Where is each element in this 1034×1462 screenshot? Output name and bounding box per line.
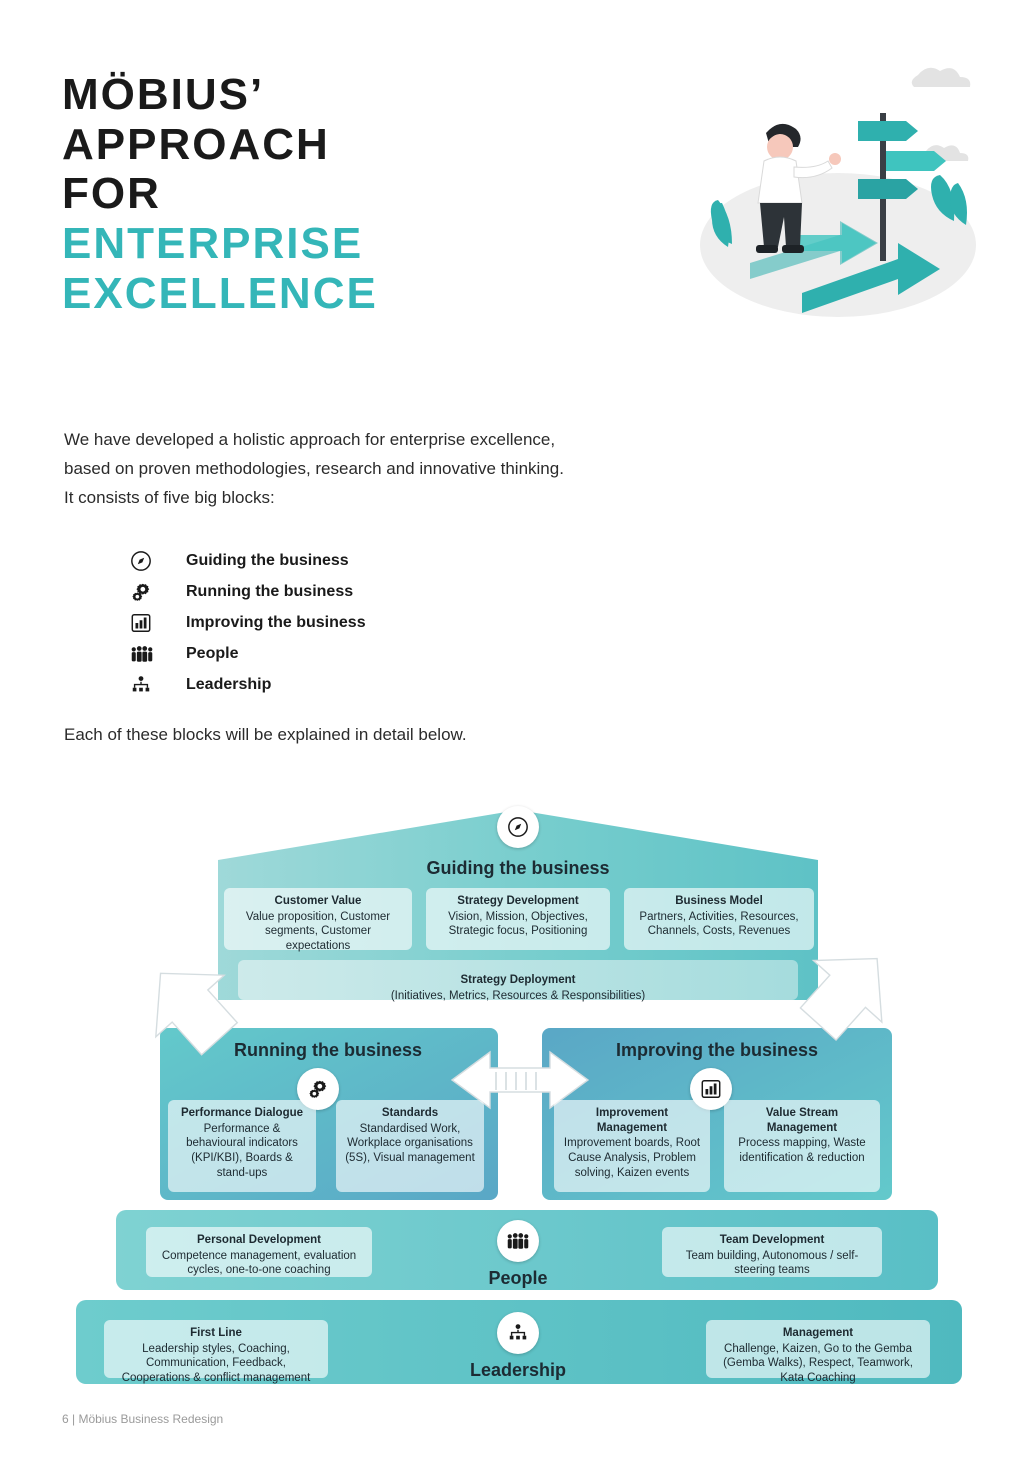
improving-title: Improving the business [615,1040,819,1060]
card-strategy-development [426,888,610,950]
card-heading: Business Model [675,895,763,907]
card-heading: Standards [381,1107,439,1119]
card-heading: Performance Dialogue [180,1107,304,1119]
list-item [130,669,550,700]
cloud-shape [912,68,971,161]
leadership-title: Leadership [469,1360,567,1380]
list-item-label: People [186,644,239,662]
list-item-label: Improving the business [186,613,366,631]
card-heading: Customer Value [274,895,362,907]
card-body: Process mapping, Waste identification & reduction [738,1137,866,1165]
running-title: Running the business [233,1040,422,1060]
card-management [706,1320,930,1385]
hero-illustration [690,55,980,335]
card-heading: Improvement Management [595,1107,669,1134]
card-body: Standardised Work, Workplace organisations (5S), Visual management [345,1122,475,1165]
leadership-badge-org-chart-icon [497,1312,539,1354]
title-line-2: APPROACH [62,119,330,169]
closing-text: Each of these blocks will be explained in detail below. [64,725,467,744]
card-improvement-management [554,1100,710,1192]
list-item [130,607,550,638]
list-item [130,545,550,576]
list-item [130,638,550,669]
card-team-development [662,1227,882,1277]
guiding-badge-compass-icon [497,806,539,848]
title-line-1: MÖBIUS’ [62,70,265,119]
intro-line-2: based on proven methodologies, research and innovative thinking. [64,459,564,479]
list-item-label: Running the business [186,582,354,600]
card-body: Partners, Activities, Resources, Channels, Costs, Revenues [639,910,799,938]
people-title: People [488,1268,548,1288]
people-badge-people-group-icon [497,1220,539,1262]
card-value-stream-management [724,1100,880,1192]
blocks-list [130,545,550,700]
card-heading: Strategy Deployment [460,974,576,986]
page-title [62,70,622,319]
card-customer-value [224,888,412,953]
card-first-line [104,1320,328,1385]
list-item-label: Guiding the business [186,551,349,569]
card-body: Vision, Mission, Objectives, Strategic focus, Positioning [448,910,588,938]
card-body: (Initiatives, Metrics, Resources & Responsibilities) [390,989,646,1002]
card-heading: Management [782,1327,854,1339]
card-heading: Personal Development [197,1234,321,1246]
card-body: Team building, Autonomous / self-steering teams [685,1249,859,1277]
card-body: Improvement boards, Root Cause Analysis, Problem solving, Kaizen events [563,1137,701,1179]
bar-chart-icon [130,612,186,634]
page-footer: 6 | Möbius Business Redesign [62,1412,224,1426]
card-heading: Value Stream Management [765,1107,839,1134]
intro-line-1: We have developed a holistic approach for enterprise excellence, [64,430,556,449]
card-heading: Team Development [719,1234,825,1246]
list-item-label: Leadership [186,675,272,693]
gears-icon [130,581,186,603]
card-strategy-deployment [262,967,774,1001]
people-group-icon [130,643,186,665]
approach-diagram [0,800,1034,1400]
card-standards [336,1100,484,1192]
intro-line-3: It consists of five big blocks: [64,488,275,508]
title-line-3: FOR [62,169,161,219]
title-line-5: EXCELLENCE [62,268,378,318]
card-personal-development [146,1227,372,1277]
card-body: Challenge, Kaizen, Go to the Gemba (Gemba Walks), Respect, Teamwork, Kata Coaching [723,1342,913,1385]
org-chart-icon [130,674,186,696]
card-heading: Strategy Development [457,895,579,907]
card-heading: First Line [190,1327,242,1339]
intro-paragraph [64,425,684,513]
list-item [130,576,550,607]
card-body: Leadership styles, Coaching, Communication, Feedback, Cooperations & conflict management [121,1342,311,1385]
card-business-model [624,888,814,950]
card-body: Performance & behavioural indicators (KPI/KBI), Boards & stand-ups [186,1122,298,1179]
guiding-title: Guiding the business [426,858,610,878]
card-performance-dialogue [168,1100,316,1192]
card-body: Value proposition, Customer segments, Customer expectations [245,910,391,953]
title-line-4: ENTERPRISE [62,219,364,269]
card-body: Competence management, evaluation cycles, one-to-one coaching [161,1249,357,1277]
compass-icon [130,550,186,572]
